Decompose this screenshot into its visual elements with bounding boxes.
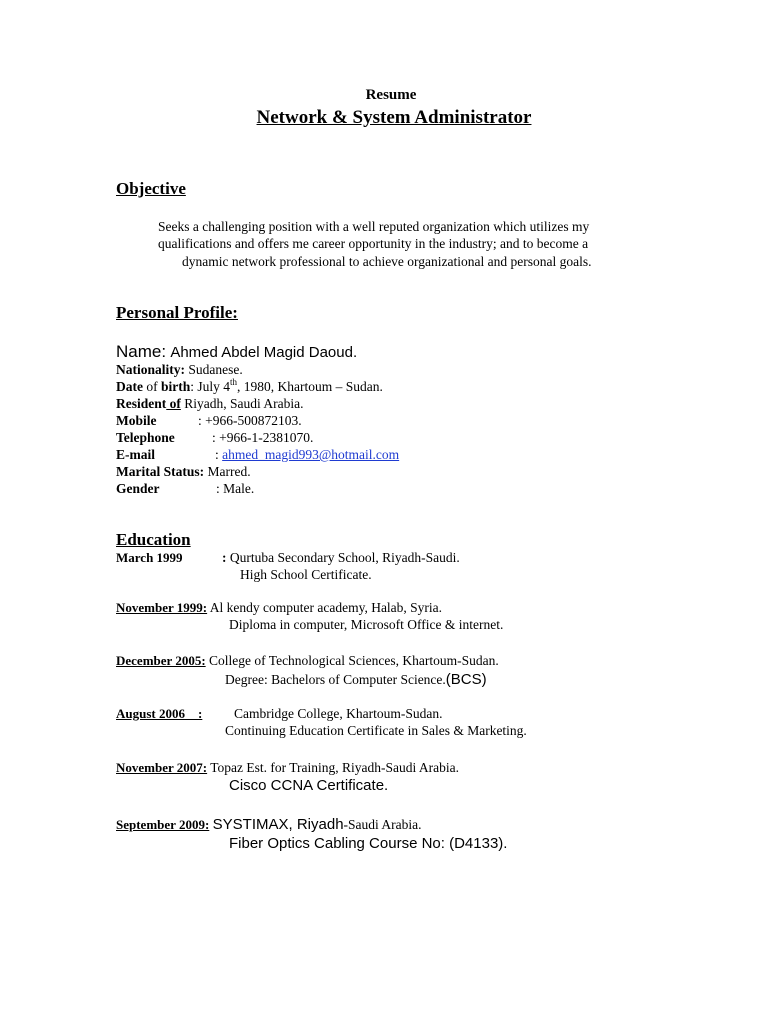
dob-label-date: Date — [116, 379, 143, 394]
resume-label: Resume — [365, 87, 417, 103]
gender-row — [116, 481, 255, 497]
education-institution: Qurtuba Secondary School, Riyadh-Saudi. — [229, 550, 460, 565]
resident-row — [116, 396, 303, 412]
date-of-birth-row — [116, 376, 383, 395]
education-entry — [116, 653, 499, 669]
email-colon: : — [215, 447, 219, 462]
personal-profile-heading: Personal Profile: — [116, 303, 238, 322]
education-entry — [116, 706, 202, 722]
education-detail: Continuing Education Certificate in Sales & Marketing. — [225, 723, 527, 738]
education-date: September 2009: — [116, 817, 210, 832]
telephone-row — [116, 430, 314, 446]
education-institution: Cambridge College, Khartoum-Sudan. — [234, 706, 443, 721]
dob-label-of: of — [146, 379, 158, 394]
telephone-label: Telephone — [116, 430, 175, 445]
resident-label-of: of — [166, 396, 181, 411]
education-detail: High School Certificate. — [240, 567, 372, 582]
mobile-row — [116, 413, 302, 429]
gender-value: : Male. — [216, 481, 255, 496]
education-degree: Degree: Bachelors of Computer Science. — [225, 672, 446, 687]
nationality-row — [116, 362, 243, 378]
resident-label: Resident — [116, 396, 167, 411]
dob-value-suffix: , 1980, Khartoum – Sudan. — [237, 379, 383, 394]
marital-status-row — [116, 464, 251, 480]
education-heading: Education — [116, 530, 191, 549]
objective-heading: Objective — [116, 179, 186, 198]
nationality-value: Sudanese. — [188, 362, 243, 377]
education-date: March 1999 — [116, 550, 183, 565]
email-link[interactable]: ahmed_magid993@hotmail.com — [222, 447, 400, 462]
name-value: Ahmed Abdel Magid Daoud. — [170, 344, 358, 361]
name-label: Name: — [116, 342, 167, 361]
education-institution: SYSTIMAX, Riyadh — [212, 816, 344, 833]
email-label: E-mail — [116, 447, 155, 462]
education-date: December 2005: — [116, 653, 206, 668]
objective-line: dynamic network professional to achieve organizational and personal goals. — [182, 254, 592, 269]
objective-line: Seeks a challenging position with a well reputed organization which utilizes my — [158, 219, 590, 234]
dob-superscript: th — [230, 376, 238, 387]
dob-label-birth: birth — [161, 379, 191, 394]
education-entry — [116, 760, 459, 776]
education-detail: Cisco CCNA Certificate. — [229, 777, 389, 794]
education-entry — [116, 600, 442, 616]
dob-value: : July 4 — [190, 379, 231, 394]
education-detail — [225, 671, 487, 688]
education-detail: Fiber Optics Cabling Course No: (D4133). — [229, 835, 508, 852]
education-institution: Al kendy computer academy, Halab, Syria. — [209, 600, 443, 615]
education-institution-suffix: -Saudi Arabia. — [343, 817, 422, 832]
marital-status-value: Marred. — [207, 464, 251, 479]
education-line — [222, 550, 460, 566]
name-line — [116, 342, 357, 362]
document-title: Network & System Administrator — [256, 107, 532, 128]
mobile-label: Mobile — [116, 413, 157, 428]
gender-label: Gender — [116, 481, 160, 496]
education-date: November 2007: — [116, 760, 208, 775]
education-date: November 1999: — [116, 600, 208, 615]
marital-status-label: Marital Status: — [116, 464, 205, 479]
education-separator: : — [222, 550, 227, 565]
objective-line: qualifications and offers me career opportunity in the industry; and to become a — [158, 236, 589, 251]
resident-value: Riyadh, Saudi Arabia. — [184, 396, 304, 411]
education-date: August 2006 : — [116, 706, 203, 721]
education-degree-abbr: (BCS) — [445, 671, 487, 688]
education-institution: College of Technological Sciences, Khartoum-Sudan. — [209, 653, 499, 668]
email-value-wrap — [215, 447, 399, 463]
education-entry — [116, 816, 422, 833]
telephone-value: : +966-1-2381070. — [212, 430, 314, 445]
education-entry — [116, 550, 183, 566]
education-institution: Topaz Est. for Training, Riyadh-Saudi Arabia. — [210, 760, 460, 775]
email-row — [116, 447, 400, 463]
mobile-value: : +966-500872103. — [198, 413, 302, 428]
education-detail: Diploma in computer, Microsoft Office & internet. — [229, 617, 504, 632]
nationality-label: Nationality: — [116, 362, 185, 377]
